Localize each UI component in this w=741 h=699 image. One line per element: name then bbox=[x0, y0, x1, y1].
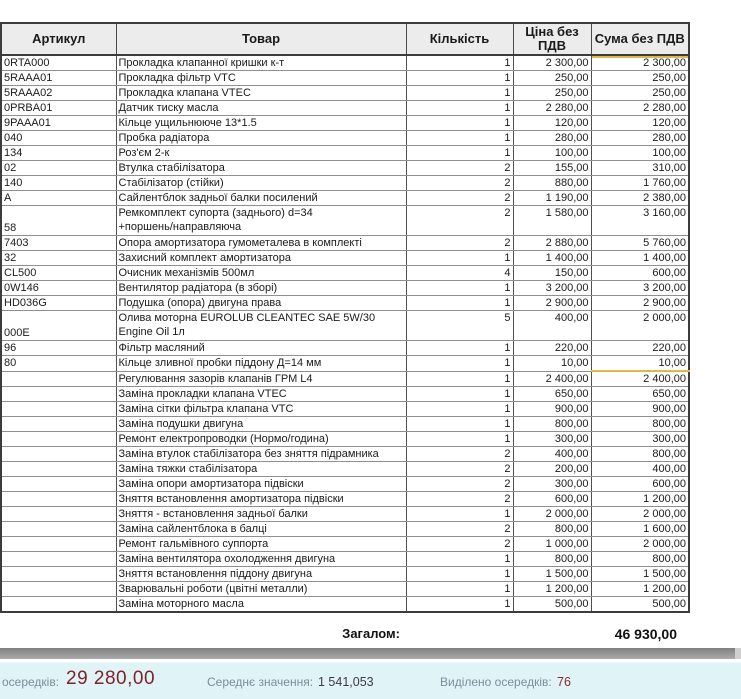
cell-artikul[interactable]: 96 bbox=[1, 341, 116, 356]
cell-artikul[interactable]: CL500 bbox=[1, 266, 116, 281]
cell-product[interactable]: Заміна опори амортизатора підвіски bbox=[116, 477, 406, 492]
cell-quantity[interactable]: 1 bbox=[406, 387, 513, 402]
cell-product[interactable]: Зняття - встановлення задньої балки bbox=[116, 507, 406, 522]
cell-quantity[interactable]: 1 bbox=[406, 146, 513, 161]
cell-quantity[interactable]: 2 bbox=[406, 477, 513, 492]
cell-price[interactable]: 1 190,00 bbox=[513, 191, 591, 206]
cell-artikul[interactable]: 5RAAA01 bbox=[1, 71, 116, 86]
cell-price[interactable]: 2 400,00 bbox=[513, 371, 591, 387]
cell-quantity[interactable]: 2 bbox=[406, 537, 513, 552]
cell-artikul[interactable]: 040 bbox=[1, 131, 116, 146]
cell-artikul[interactable] bbox=[1, 462, 116, 477]
cell-price[interactable]: 1 500,00 bbox=[513, 567, 591, 582]
table-row bbox=[1, 176, 689, 191]
cell-sum[interactable]: 400,00 bbox=[591, 462, 689, 477]
cell-sum[interactable]: 220,00 bbox=[591, 341, 689, 356]
cell-product[interactable]: Вентилятор радіатора (в зборі) bbox=[116, 281, 406, 296]
cell-artikul[interactable] bbox=[1, 567, 116, 582]
cell-artikul[interactable] bbox=[1, 432, 116, 447]
cell-artikul[interactable]: 80 bbox=[1, 356, 116, 372]
cell-quantity[interactable]: 1 bbox=[406, 251, 513, 266]
cell-product[interactable]: Кільце ущильнююче 13*1.5 bbox=[116, 116, 406, 131]
cell-price[interactable]: 100,00 bbox=[513, 146, 591, 161]
cell-price[interactable]: 2 300,00 bbox=[513, 55, 591, 71]
table-row bbox=[1, 597, 689, 613]
cell-artikul[interactable]: 134 bbox=[1, 146, 116, 161]
cell-sum[interactable]: 1 200,00 bbox=[591, 492, 689, 507]
cell-product[interactable]: Прокладка клапана VTEC bbox=[116, 86, 406, 101]
cell-artikul[interactable] bbox=[1, 552, 116, 567]
cell-sum[interactable]: 1 500,00 bbox=[591, 567, 689, 582]
table-row bbox=[1, 567, 689, 582]
table-row bbox=[1, 71, 689, 86]
cell-artikul[interactable]: 9PAAA01 bbox=[1, 116, 116, 131]
cell-quantity[interactable]: 1 bbox=[406, 86, 513, 101]
cell-sum[interactable]: 650,00 bbox=[591, 387, 689, 402]
cell-quantity[interactable]: 1 bbox=[406, 131, 513, 146]
average-label: Середнє значення: bbox=[207, 675, 314, 689]
invoice-table bbox=[0, 22, 690, 613]
cell-price[interactable]: 800,00 bbox=[513, 552, 591, 567]
table-row bbox=[1, 86, 689, 101]
cell-price[interactable]: 2 000,00 bbox=[513, 507, 591, 522]
cell-quantity[interactable]: 1 bbox=[406, 507, 513, 522]
cell-product[interactable]: Заміна сайлентблока в балці bbox=[116, 522, 406, 537]
cell-artikul[interactable] bbox=[1, 447, 116, 462]
cell-quantity[interactable]: 1 bbox=[406, 417, 513, 432]
cell-sum[interactable]: 280,00 bbox=[591, 131, 689, 146]
cell-sum[interactable]: 1 600,00 bbox=[591, 522, 689, 537]
product-line: +поршень/направляюча bbox=[118, 221, 242, 233]
cell-sum[interactable]: 2 000,00 bbox=[591, 537, 689, 552]
cell-sum[interactable]: 3 200,00 bbox=[591, 281, 689, 296]
cell-artikul[interactable] bbox=[1, 507, 116, 522]
cell-sum[interactable]: 10,00 bbox=[591, 356, 689, 372]
cell-quantity[interactable]: 1 bbox=[406, 101, 513, 116]
table-row bbox=[1, 417, 689, 432]
cell-artikul[interactable] bbox=[1, 492, 116, 507]
cell-sum[interactable]: 800,00 bbox=[591, 447, 689, 462]
cell-artikul[interactable] bbox=[1, 371, 116, 387]
cell-product[interactable]: Захисний комплект амортизатора bbox=[116, 251, 406, 266]
cell-price[interactable]: 150,00 bbox=[513, 266, 591, 281]
cell-artikul[interactable]: 000E bbox=[1, 311, 116, 341]
cell-product[interactable]: Зняття встановлення піддону двигуна bbox=[116, 567, 406, 582]
cell-product[interactable] bbox=[116, 206, 406, 236]
selected-sum-value: 29 280,00 bbox=[66, 668, 156, 689]
cell-product[interactable]: Заміна сітки фільтра клапана VTC bbox=[116, 402, 406, 417]
table-row bbox=[1, 522, 689, 537]
cell-quantity[interactable]: 1 bbox=[406, 356, 513, 372]
cell-artikul[interactable]: 0PRBA01 bbox=[1, 101, 116, 116]
cell-quantity[interactable]: 1 bbox=[406, 116, 513, 131]
cell-price[interactable]: 3 200,00 bbox=[513, 281, 591, 296]
cell-price[interactable]: 400,00 bbox=[513, 311, 591, 341]
column-header-price[interactable]: Ціна без ПДВ bbox=[513, 23, 591, 55]
cell-sum[interactable]: 900,00 bbox=[591, 402, 689, 417]
table-row bbox=[1, 251, 689, 266]
cell-product[interactable]: Регулювання зазорів клапанів ГРМ L4 bbox=[116, 371, 406, 387]
cell-product[interactable]: Датчик тиску масла bbox=[116, 101, 406, 116]
cell-sum[interactable]: 3 160,00 bbox=[591, 206, 689, 236]
cell-artikul[interactable]: A bbox=[1, 191, 116, 206]
cell-quantity[interactable]: 1 bbox=[406, 341, 513, 356]
cell-artikul[interactable] bbox=[1, 477, 116, 492]
cell-price[interactable]: 1 580,00 bbox=[513, 206, 591, 236]
cell-sum[interactable]: 5 760,00 bbox=[591, 236, 689, 251]
scrollbar-end-cap[interactable] bbox=[735, 648, 741, 659]
header-row bbox=[1, 23, 689, 55]
cell-quantity[interactable]: 1 bbox=[406, 582, 513, 597]
cell-price[interactable]: 1 000,00 bbox=[513, 537, 591, 552]
cell-quantity[interactable]: 1 bbox=[406, 567, 513, 582]
table-row bbox=[1, 236, 689, 251]
table-row bbox=[1, 311, 689, 341]
cell-product[interactable]: Прокладка фільтр VTC bbox=[116, 71, 406, 86]
cell-price[interactable]: 220,00 bbox=[513, 341, 591, 356]
cell-sum[interactable]: 250,00 bbox=[591, 71, 689, 86]
table-row bbox=[1, 387, 689, 402]
cell-price[interactable]: 900,00 bbox=[513, 402, 591, 417]
cell-product[interactable]: Заміна подушки двигуна bbox=[116, 417, 406, 432]
table-row bbox=[1, 146, 689, 161]
cell-artikul[interactable] bbox=[1, 417, 116, 432]
cell-quantity[interactable]: 2 bbox=[406, 522, 513, 537]
cell-quantity[interactable]: 1 bbox=[406, 281, 513, 296]
cell-product[interactable]: Зняття встановлення амортизатора підвіски bbox=[116, 492, 406, 507]
cell-sum[interactable]: 800,00 bbox=[591, 552, 689, 567]
cell-price[interactable]: 1 200,00 bbox=[513, 582, 591, 597]
cell-product[interactable] bbox=[116, 311, 406, 341]
cell-sum[interactable]: 600,00 bbox=[591, 477, 689, 492]
table-body bbox=[1, 55, 689, 612]
cell-artikul[interactable]: HD036G bbox=[1, 296, 116, 311]
cell-price[interactable]: 500,00 bbox=[513, 597, 591, 613]
product-line: Engine Oil 1л bbox=[118, 326, 185, 338]
table-row bbox=[1, 356, 689, 372]
cell-product[interactable]: Фільтр масляний bbox=[116, 341, 406, 356]
cell-product[interactable]: Роз'єм 2-к bbox=[116, 146, 406, 161]
cell-price[interactable]: 10,00 bbox=[513, 356, 591, 372]
cell-product[interactable]: Ремонт електропроводки (Нормо/година) bbox=[116, 432, 406, 447]
table-row bbox=[1, 206, 689, 236]
cell-quantity[interactable]: 2 bbox=[406, 462, 513, 477]
cell-artikul[interactable] bbox=[1, 402, 116, 417]
cell-price[interactable]: 800,00 bbox=[513, 417, 591, 432]
cell-price[interactable]: 155,00 bbox=[513, 161, 591, 176]
cell-quantity[interactable]: 2 bbox=[406, 206, 513, 236]
cell-sum[interactable]: 120,00 bbox=[591, 116, 689, 131]
cell-artikul[interactable]: 02 bbox=[1, 161, 116, 176]
cell-quantity[interactable]: 1 bbox=[406, 55, 513, 71]
cell-artikul[interactable]: 7403 bbox=[1, 236, 116, 251]
cell-product[interactable]: Стабілізатор (стійки) bbox=[116, 176, 406, 191]
cell-product[interactable]: Заміна тяжки стабілізатора bbox=[116, 462, 406, 477]
cell-sum[interactable]: 2 280,00 bbox=[591, 101, 689, 116]
cell-price[interactable]: 2 880,00 bbox=[513, 236, 591, 251]
cell-price[interactable]: 2 900,00 bbox=[513, 296, 591, 311]
cell-quantity[interactable]: 2 bbox=[406, 176, 513, 191]
cell-sum[interactable]: 600,00 bbox=[591, 266, 689, 281]
cell-artikul[interactable]: 5RAAA02 bbox=[1, 86, 116, 101]
cell-artikul[interactable]: 58 bbox=[1, 206, 116, 236]
column-header-kilkist[interactable]: Кількість bbox=[406, 23, 513, 55]
cell-price[interactable]: 800,00 bbox=[513, 522, 591, 537]
cell-quantity[interactable]: 2 bbox=[406, 161, 513, 176]
column-header-artikul[interactable]: Артикул bbox=[1, 23, 116, 55]
table-row bbox=[1, 116, 689, 131]
cell-product[interactable]: Ремонт гальмівного суппорта bbox=[116, 537, 406, 552]
cell-quantity[interactable]: 1 bbox=[406, 552, 513, 567]
cell-sum[interactable]: 2 400,00 bbox=[591, 371, 689, 387]
selected-sum-label: осередків: bbox=[2, 675, 60, 689]
cell-price[interactable]: 2 280,00 bbox=[513, 101, 591, 116]
cell-sum[interactable]: 310,00 bbox=[591, 161, 689, 176]
cell-quantity[interactable]: 2 bbox=[406, 447, 513, 462]
cell-artikul[interactable]: 32 bbox=[1, 251, 116, 266]
cell-price[interactable]: 300,00 bbox=[513, 432, 591, 447]
product-line: Олива моторна EUROLUB CLEANTEC SAE 5W/30 bbox=[118, 312, 376, 324]
cell-price[interactable]: 120,00 bbox=[513, 116, 591, 131]
totals-row bbox=[0, 626, 741, 644]
cell-quantity[interactable]: 1 bbox=[406, 432, 513, 447]
cell-sum[interactable]: 1 760,00 bbox=[591, 176, 689, 191]
cell-product[interactable]: Заміна втулок стабілізатора без зняття підрамника bbox=[116, 447, 406, 462]
column-header-tovar[interactable]: Товар bbox=[116, 23, 406, 55]
table-row bbox=[1, 296, 689, 311]
cell-artikul[interactable] bbox=[1, 522, 116, 537]
table-row bbox=[1, 432, 689, 447]
cell-quantity[interactable]: 2 bbox=[406, 191, 513, 206]
cell-quantity[interactable]: 1 bbox=[406, 71, 513, 86]
total-value: 46 930,00 bbox=[614, 626, 677, 642]
cell-artikul[interactable] bbox=[1, 387, 116, 402]
table-row bbox=[1, 537, 689, 552]
table-row bbox=[1, 492, 689, 507]
cell-sum[interactable]: 1 400,00 bbox=[591, 251, 689, 266]
cell-sum[interactable]: 1 200,00 bbox=[591, 582, 689, 597]
cell-artikul[interactable] bbox=[1, 537, 116, 552]
cell-price[interactable]: 1 400,00 bbox=[513, 251, 591, 266]
table-row bbox=[1, 131, 689, 146]
table-row bbox=[1, 341, 689, 356]
cell-artikul[interactable]: 140 bbox=[1, 176, 116, 191]
cell-quantity[interactable]: 2 bbox=[406, 236, 513, 251]
cell-sum[interactable]: 2 380,00 bbox=[591, 191, 689, 206]
table-row bbox=[1, 507, 689, 522]
cell-product[interactable]: Пробка радіатора bbox=[116, 131, 406, 146]
cell-sum[interactable]: 2 300,00 bbox=[591, 55, 689, 71]
cell-product[interactable]: Сайлентблок задньої балки посилений bbox=[116, 191, 406, 206]
cell-price[interactable]: 250,00 bbox=[513, 71, 591, 86]
cell-sum[interactable]: 100,00 bbox=[591, 146, 689, 161]
cell-price[interactable]: 880,00 bbox=[513, 176, 591, 191]
cell-sum[interactable]: 2 000,00 bbox=[591, 311, 689, 341]
cell-sum[interactable]: 800,00 bbox=[591, 417, 689, 432]
table-row bbox=[1, 371, 689, 387]
table-row bbox=[1, 462, 689, 477]
cell-price[interactable]: 650,00 bbox=[513, 387, 591, 402]
cell-sum[interactable]: 500,00 bbox=[591, 597, 689, 613]
cell-product[interactable]: Очисник механізмів 500мл bbox=[116, 266, 406, 281]
table-row bbox=[1, 55, 689, 71]
table-row bbox=[1, 161, 689, 176]
table-row bbox=[1, 552, 689, 567]
cell-price[interactable]: 200,00 bbox=[513, 462, 591, 477]
cell-product[interactable]: Подушка (опора) двигуна права bbox=[116, 296, 406, 311]
cell-quantity[interactable]: 4 bbox=[406, 266, 513, 281]
cell-artikul[interactable]: 0W146 bbox=[1, 281, 116, 296]
cell-sum[interactable]: 250,00 bbox=[591, 86, 689, 101]
cell-product[interactable]: Кільце зливної пробки піддону Д=14 мм bbox=[116, 356, 406, 372]
cell-product[interactable]: Опора амортизатора гумометалева в комплекті bbox=[116, 236, 406, 251]
product-line: Ремкомплект супорта (заднього) d=34 bbox=[118, 207, 313, 219]
cell-product[interactable]: Заміна вентилятора охолодження двигуна bbox=[116, 552, 406, 567]
cell-quantity[interactable]: 1 bbox=[406, 296, 513, 311]
cell-price[interactable]: 400,00 bbox=[513, 447, 591, 462]
cell-product[interactable]: Прокладка клапанної кришки к-т bbox=[116, 55, 406, 71]
horizontal-scrollbar[interactable] bbox=[0, 648, 741, 659]
cell-quantity[interactable]: 1 bbox=[406, 371, 513, 387]
cell-quantity[interactable]: 2 bbox=[406, 492, 513, 507]
total-label: Загалом: bbox=[342, 626, 400, 641]
cell-price[interactable]: 300,00 bbox=[513, 477, 591, 492]
cell-price[interactable]: 600,00 bbox=[513, 492, 591, 507]
table-row bbox=[1, 582, 689, 597]
cell-product[interactable]: Заміна моторного масла bbox=[116, 597, 406, 613]
table-row bbox=[1, 477, 689, 492]
column-header-sum[interactable]: Сума без ПДВ bbox=[591, 23, 689, 55]
cell-product[interactable]: Заміна прокладки клапана VTEC bbox=[116, 387, 406, 402]
cell-artikul[interactable]: 0RTA000 bbox=[1, 55, 116, 71]
table-row bbox=[1, 447, 689, 462]
cell-quantity[interactable]: 5 bbox=[406, 311, 513, 341]
status-bar bbox=[0, 662, 741, 699]
cell-quantity[interactable]: 1 bbox=[406, 597, 513, 613]
cell-price[interactable]: 250,00 bbox=[513, 86, 591, 101]
cell-product[interactable]: Зварювальні роботи (цвітні металли) bbox=[116, 582, 406, 597]
table-row bbox=[1, 266, 689, 281]
selected-count-label: Виділено осередків: bbox=[440, 675, 552, 689]
cell-sum[interactable]: 300,00 bbox=[591, 432, 689, 447]
table-row bbox=[1, 402, 689, 417]
average-value: 1 541,053 bbox=[318, 675, 374, 689]
table-row bbox=[1, 281, 689, 296]
selected-count-value: 76 bbox=[557, 675, 571, 689]
cell-price[interactable]: 280,00 bbox=[513, 131, 591, 146]
cell-quantity[interactable]: 1 bbox=[406, 402, 513, 417]
cell-sum[interactable]: 2 900,00 bbox=[591, 296, 689, 311]
cell-product[interactable]: Втулка стабілізатора bbox=[116, 161, 406, 176]
cell-artikul[interactable] bbox=[1, 597, 116, 613]
table-row bbox=[1, 191, 689, 206]
cell-artikul[interactable] bbox=[1, 582, 116, 597]
cell-sum[interactable]: 2 000,00 bbox=[591, 507, 689, 522]
table-row bbox=[1, 101, 689, 116]
